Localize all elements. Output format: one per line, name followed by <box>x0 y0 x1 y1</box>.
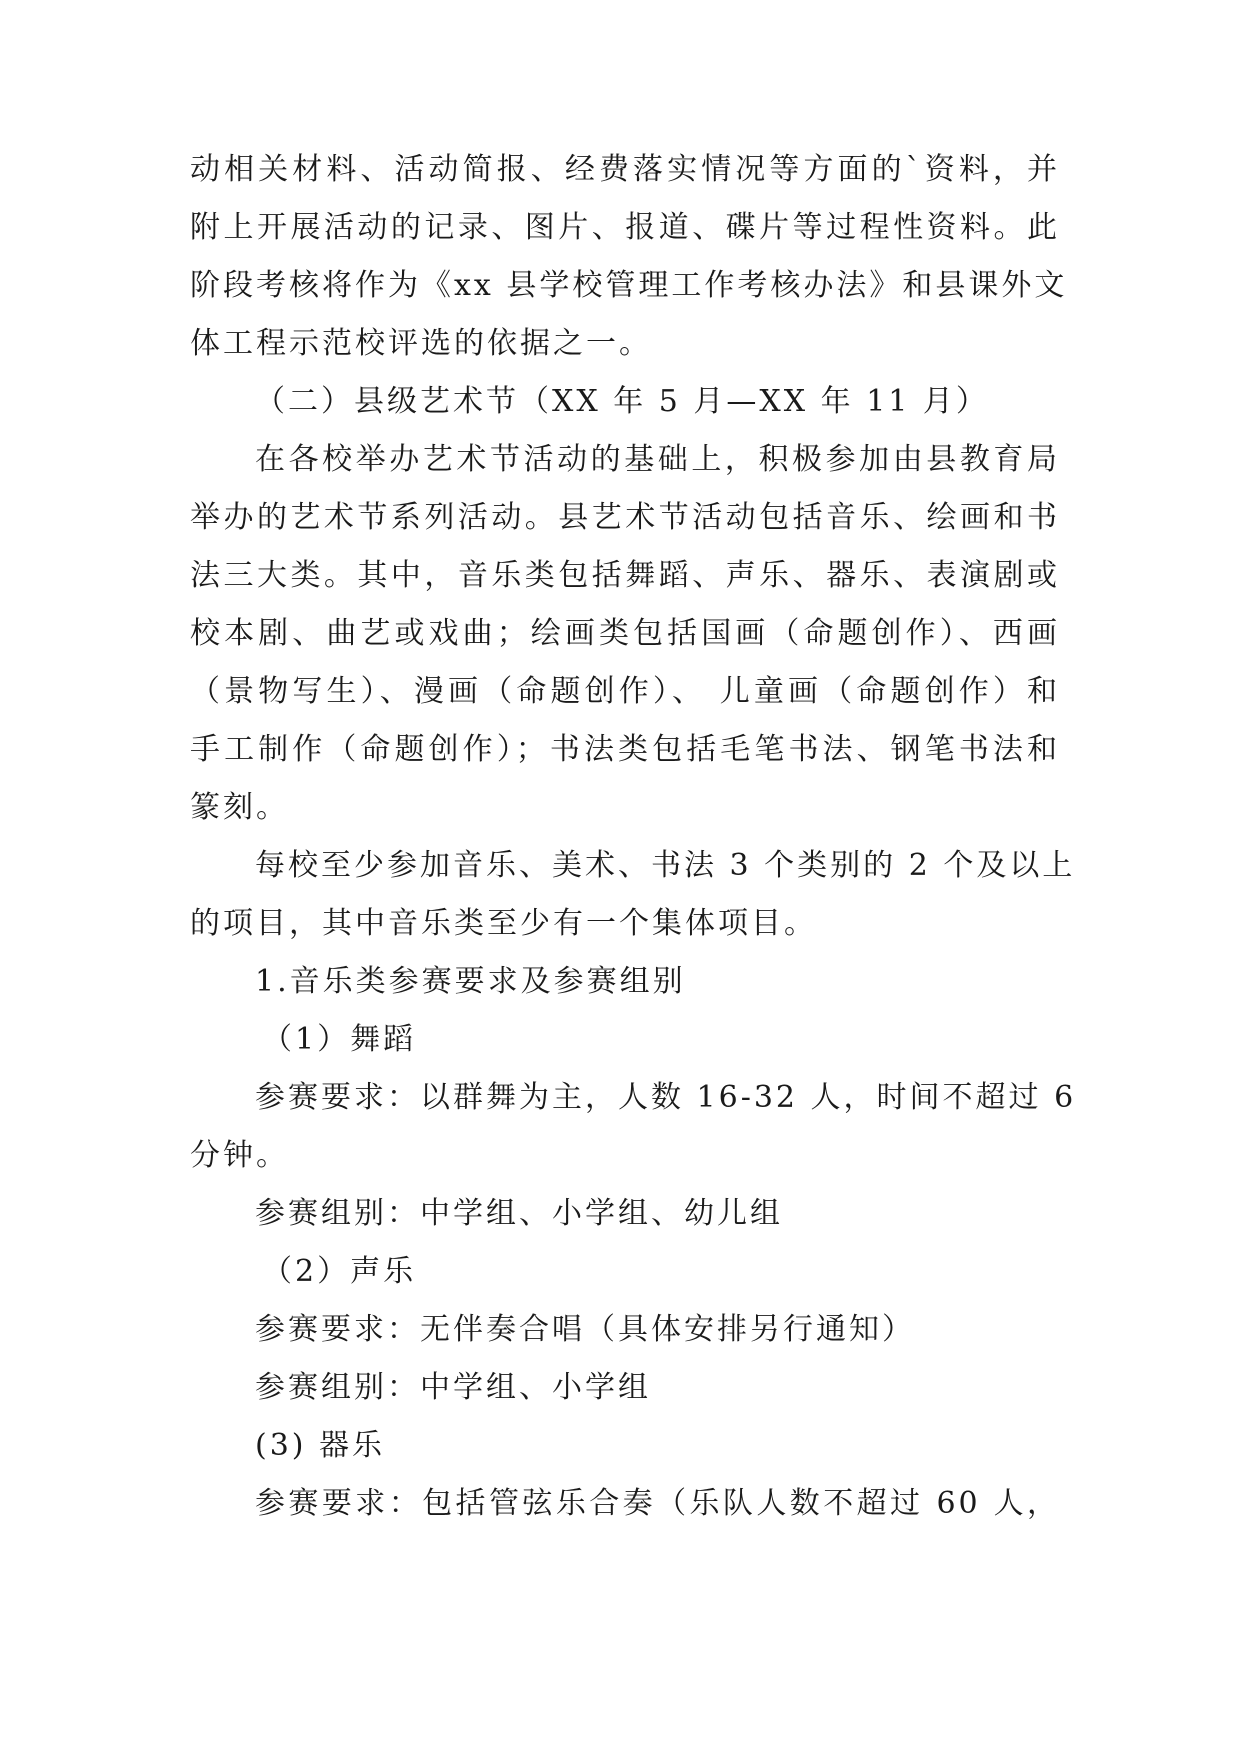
item-heading-vocal: （2）声乐 <box>262 1254 417 1289</box>
body-line-9: 校本剧、曲艺或戏曲；绘画类包括国画（命题创作）、西画 <box>190 616 1060 651</box>
body-line-21: 参赛要求：无伴奏合唱（具体安排另行通知） <box>255 1312 915 1347</box>
body-line-7: 举办的艺术节系列活动。县艺术节活动包括音乐、绘画和书 <box>190 500 1060 535</box>
body-line-10: （景物写生）、漫画（命题创作）、 儿童画（命题创作）和 <box>190 674 1060 709</box>
body-line-2: 附上开展活动的记录、图片、报道、碟片等过程性资料。此 <box>190 210 1060 245</box>
body-line-4: 体工程示范校评选的依据之一。 <box>190 326 652 361</box>
body-line-14: 的项目，其中音乐类至少有一个集体项目。 <box>190 906 817 941</box>
body-line-18: 分钟。 <box>190 1138 289 1173</box>
body-line-11: 手工制作（命题创作）；书法类包括毛笔书法、钢笔书法和 <box>190 732 1060 767</box>
body-line-3: 阶段考核将作为《xx 县学校管理工作考核办法》和县课外文 <box>190 268 1068 303</box>
body-line-8: 法三大类。其中，音乐类包括舞蹈、声乐、器乐、表演剧或 <box>190 558 1060 593</box>
body-line-24: 参赛要求：包括管弦乐合奏（乐队人数不超过 60 人， <box>255 1486 1060 1521</box>
section-heading: （二）县级艺术节（XX 年 5 月—XX 年 11 月） <box>255 384 989 419</box>
body-line-19: 参赛组别：中学组、小学组、幼儿组 <box>255 1196 783 1231</box>
body-line-6: 在各校举办艺术节活动的基础上，积极参加由县教育局 <box>255 442 1060 477</box>
body-line-22: 参赛组别：中学组、小学组 <box>255 1370 651 1405</box>
body-line-17: 参赛要求：以群舞为主，人数 16-32 人，时间不超过 6 <box>255 1080 1077 1115</box>
item-heading-instrumental: (3) 器乐 <box>255 1428 386 1463</box>
body-line-1: 动相关材料、活动简报、经费落实情况等方面的`资料，并 <box>190 152 1060 187</box>
body-line-12: 篆刻。 <box>190 790 289 825</box>
body-line-13: 每校至少参加音乐、美术、书法 3 个类别的 2 个及以上 <box>255 848 1076 883</box>
subsection-heading-music: 1.音乐类参赛要求及参赛组别 <box>255 964 686 999</box>
item-heading-dance: （1）舞蹈 <box>262 1022 417 1057</box>
